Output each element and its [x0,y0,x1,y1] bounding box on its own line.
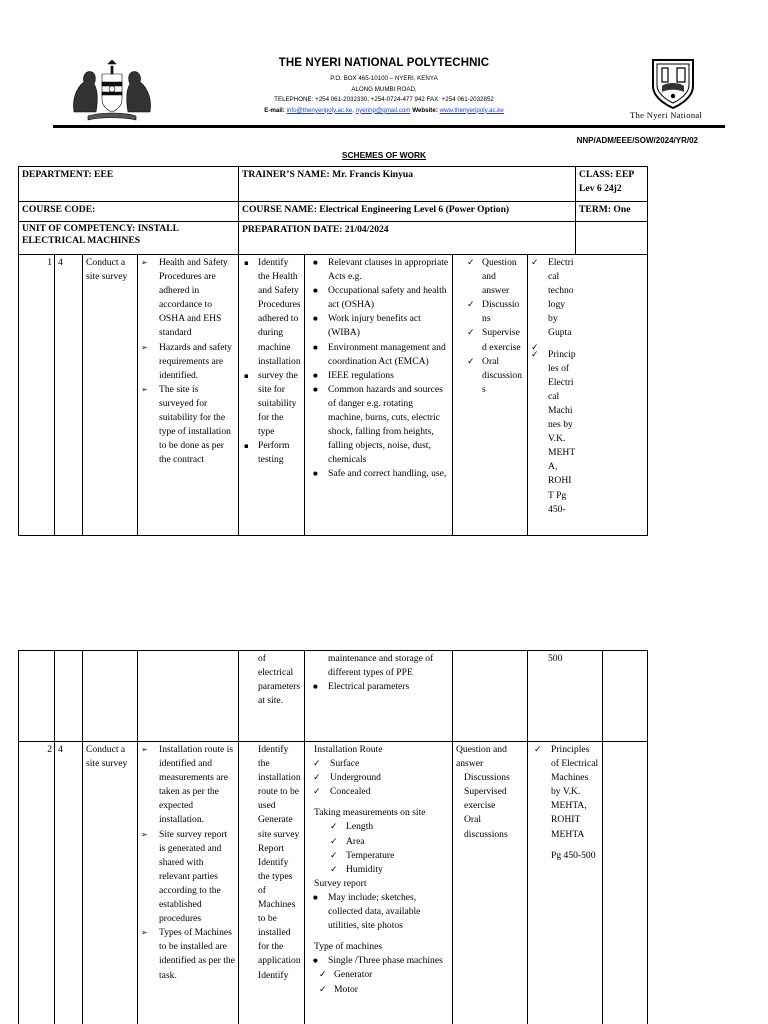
reference-number: NNP/ADM/EEE/SOW/2024/YR/02 [576,136,698,145]
lesson-cell: 4 [55,255,83,536]
objective-text: Identify the installation route to be used [258,744,301,812]
method-text: Supervised exercise [464,786,507,812]
schemes-table-page-1 [18,166,648,536]
letterhead [180,57,588,116]
institution-name: THE NYERI NATIONAL POLYTECHNIC [278,57,490,69]
schemes-table-page-2 [18,650,648,1024]
list-item: ▪ survey the site for suitability for the type [242,369,301,439]
course-code-cell: COURSE CODE: [19,202,239,222]
method-text: Oral discussions [464,814,508,840]
blank-header-cell [576,222,648,255]
list-item: ✓ Principles of Electrical Machines by V.K. MEHTA, ROHIT Pg 450- [528,348,576,517]
address-line-2: ALONG MUMBI ROAD, [351,85,417,93]
content-heading: ● Taking measurements on site [305,806,450,820]
list-item: ✓ Supervised exercise [456,326,524,354]
references-cell [528,742,603,1024]
table-row [19,255,648,536]
content-heading: ● Type of machines [305,940,450,954]
references-cont-cell: 500 [528,651,603,742]
letterhead-rule [53,125,725,128]
outcomes-cell [138,255,239,536]
week-cell: 1 [19,255,55,536]
content-cell [305,255,453,536]
class-cell: CLASS: EEP Lev 6 24j2 [576,167,648,202]
list-item: ✓ Electrical technology by Gupta [528,256,576,341]
list-item: ✓ Principles of Electrical Machines by V.K. MEHTA, ROHIT MEHTA [531,743,599,842]
outcomes-cell [138,742,239,1024]
content-heading: ● Installation Route [305,743,450,757]
list-item: ● Occupational safety and health act (OSHA) [308,284,449,312]
course-name-cell: COURSE NAME: Electrical Engineering Level 6 (Power Option) [239,202,576,222]
methods-cell [453,255,528,536]
website-link[interactable]: www.thenyeripoly.ac.ke [439,106,504,114]
list-item: ✓ Temperature [316,849,449,863]
objectives-cont-cell: of electrical parameters at site. [239,651,305,742]
trainer-cell: TRAINER’S NAME: Mr. Francis Kinyua [239,167,576,202]
list-item: ● Work injury benefits act (WIBA) [308,312,449,340]
list-item: ● Common hazards and sources of danger e.g. rotating machine, burns, cuts, electric shock, falling from heights, falling objects, noise, dust, chemicals [308,383,449,468]
list-item: ✓ Question and answer [456,256,524,298]
email-link-1[interactable]: info@thenyeripoly.ac.ke [286,106,353,114]
methods-cell [453,742,528,1024]
document-title-text: SCHEMES OF WORK [341,150,427,160]
kenya-coat-of-arms-logo [64,60,160,122]
list-item: ✓ Surface [310,757,449,771]
list-item: ✓ Discussions [456,298,524,326]
list-item: ✓ Concealed [310,785,449,799]
list-item: ✓ Generator [308,968,449,982]
telephone-line: TELEPHONE: +254 061-2032330, +254-0724-477 942 FAX: +254 061-2032852 [274,96,494,104]
topic-cell: Conduct a site survey [83,255,138,536]
content-cont-text: maintenance and storage of different types of PPE [328,653,434,679]
objectives-cell [239,742,305,1024]
lesson-cell: 4 [55,742,83,1024]
list-item: ● Safe and correct handling, use, [308,467,449,481]
list-item: ✓ Area [316,835,449,849]
address-line-1: P.O. BOX 465-10100 – NYERI, KENYA [330,75,438,82]
list-item: ➢ The site is surveyed for suitability for the type of installation to be done as per the contract [141,383,235,468]
department-cell: DEPARTMENT: EEE [19,167,239,202]
list-item: ➢ Types of Machines to be installed are identified as per the task. [141,926,235,982]
objective-text: Identify [258,969,289,981]
topic-cell: Conduct a site survey [83,742,138,1024]
list-item: ✓ Motor [308,983,449,997]
table-row [19,651,648,742]
list-item: ● Electrical parameters [308,680,449,694]
content-cont-cell [305,651,453,742]
list-item: ➢ Hazards and safety requirements are identified. [141,341,235,383]
list-item: ➢ Installation route is identified and measurements are taken as per the expected installation. [141,743,235,828]
list-item: ● Single /Three phase machines [308,954,449,968]
objective-text: Identify the types of Machines to be installed for the application [258,856,301,967]
email-link-2[interactable]: nyerinp@gmail.com [355,106,411,114]
list-item: ● IEEE regulations [308,369,449,383]
list-item: ● May include; sketches, collected data, available utilities, site photos [308,891,449,933]
preparation-date-cell: PREPARATION DATE: 21/04/2024 [239,222,576,255]
week-cell: 2 [19,742,55,1024]
references-cell [528,255,648,536]
method-text: Question and answer [456,744,507,770]
contact-line: E-mail: info@thenyeripoly.ac.ke, nyerinp@gmail.com Website: www.thenyeripoly.ac.ke [264,106,504,114]
list-item: ● Environment management and coordination Act (EMCA) [308,341,449,369]
objective-text: Generate site survey Report [258,814,300,854]
list-item: ✓ Underground [310,771,449,785]
content-heading: ● Survey report [305,877,450,891]
list-item: ✓ Length [316,820,449,834]
list-item: ● Relevant clauses in appropriate Acts e.g. [308,256,449,284]
website-label: Website: [412,106,438,114]
unit-of-competency-cell: UNIT OF COMPETENCY: INSTALL ELECTRICAL MACHINES [19,222,239,255]
list-item: ✓ Oral discussions [456,355,524,397]
list-item: ➢ Site survey report is generated and shared with relevant parties according to the established procedures [141,828,235,927]
term-cell: TERM: One [576,202,648,222]
table-row [19,742,648,1024]
list-item: ▪ Identify the Health and Safety Procedures adhered to during machine installation [242,256,301,369]
reference-pages: Pg 450-500 [551,849,596,861]
list-item: ➢ Health and Safety Procedures are adhered in accordance to OSHA and EHS standard [141,256,235,341]
document-title [0,150,768,160]
content-cell [305,742,453,1024]
logo-caption: The Nyeri National [630,110,703,120]
list-item: ▪ Perform testing [242,439,301,467]
objectives-cell [239,255,305,536]
method-text: Discussions [464,772,510,784]
list-item: ✓ Humidity [316,863,449,877]
polytechnic-crest-logo [645,56,701,110]
email-label: E-mail: [264,106,285,114]
